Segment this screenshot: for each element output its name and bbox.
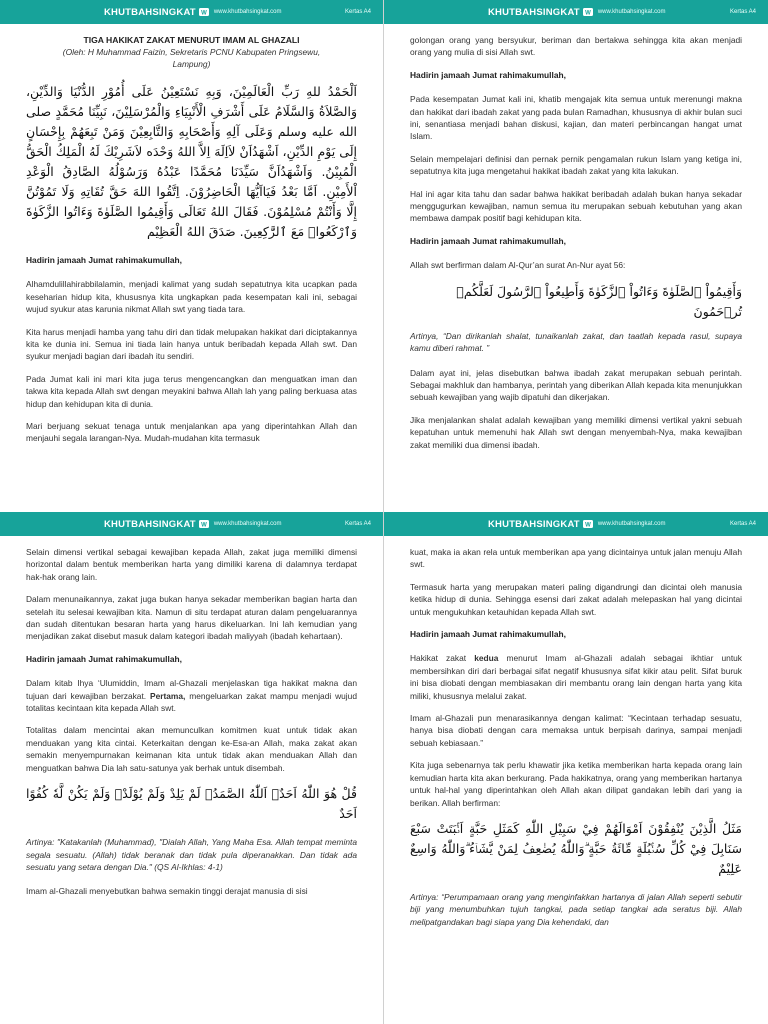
brand-mark-icon bbox=[198, 6, 210, 18]
page-header bbox=[0, 512, 383, 536]
paragraph: Termasuk harta yang merupakan materi paling digandrungi dan dicintai oleh manusia ketika hidup di dunia. Sehingga esensi dari zakat adalah melepaskan hal yang dicintai untuk mengukuhkan ketauhidan kepada Allah swt. bbox=[410, 581, 742, 617]
section-heading: Hadirin jamaah Jumat rahimakumullah, bbox=[26, 653, 182, 664]
quran-verse-arabic: قُلْ هُوَ اللّٰهُ اَحَدٌۚ اَللّٰهُ الصَّمَدُۚ لَمْ يَلِدْ وَلَمْ يُوْلَدْۙ وَلَمْ يَكُنْ لَّهٗ كُفُوًا اَحَدٌ bbox=[26, 786, 357, 822]
paragraph: Imam al-Ghazali menyebutkan bahwa semakin tinggi derajat manusia di sisi bbox=[26, 886, 308, 897]
paragraph: Selain dimensi vertikal sebagai kewajiban kepada Allah, zakat juga memiliki dimensi horizontal dalam bentuk memberikan harta yang dimiliki karena di dalamnya terdapat hak-hak orang lain. bbox=[26, 547, 357, 582]
brand-logo-text bbox=[488, 6, 594, 18]
page-3 bbox=[0, 512, 384, 1024]
emphasis-first: Pertama, bbox=[149, 690, 186, 701]
quran-verse-arabic: مَثَلُ الَّذِيْنَ يُنْفِقُوْنَ اَمْوَالَهُمْ فِيْ سَبِيْلِ اللّٰهِ كَمَثَلِ حَبَّةٍ اَنْۢبَتَتْ سَبْعَ سَنَابِلَ فِيْ كُلِّ سُنْۢبُلَةٍ مِّائَةُ حَبَّةٍ ۗوَاللّٰهُ يُضٰعِفُ لِمَنْ يَّشَاۤءُ ۗوَاللّٰهُ وَاسِعٌ عَلِيْمٌ bbox=[410, 820, 742, 876]
byline-line-1: (Oleh: H Muhammad Faizin, Sekretaris PCNU Kabupaten Pringsewu, bbox=[62, 47, 321, 57]
byline-line-2: Lampung) bbox=[172, 59, 211, 69]
paragraph bbox=[410, 652, 742, 702]
verse-translation: Artinya, “Dan dirikanlah shalat, tunaikanlah zakat, dan taatlah kepada rasul, supaya kamu diberi rahmat. ” bbox=[410, 330, 742, 354]
svg-text:W: W bbox=[584, 522, 591, 529]
page-body bbox=[384, 24, 768, 451]
section-heading: Hadirin jamaah Jumat rahimakumullah, bbox=[410, 235, 566, 246]
paper-size-label: Kertas A4 bbox=[344, 9, 371, 15]
quran-verse-arabic: وَأَقِيمُواْ ٱلصَّلَوٰةَ وَءَاتُواْ ٱلزَّكَوٰةَ وَأَطِيعُواْ ٱلرَّسُولَ لَعَلَّكُمۡ تُرۡحَمُونَ bbox=[456, 283, 742, 319]
brand-mark-icon bbox=[198, 518, 210, 530]
page-2 bbox=[384, 0, 768, 512]
svg-text:W: W bbox=[200, 522, 207, 529]
brand-mark-icon bbox=[582, 6, 594, 18]
brand-name: KHUTBAHSINGKAT bbox=[104, 6, 196, 18]
page-1 bbox=[0, 0, 384, 512]
brand-logo-text bbox=[104, 518, 210, 530]
brand-name: KHUTBAHSINGKAT bbox=[488, 518, 580, 530]
paragraph: kuat, maka ia akan rela untuk memberikan apa yang dicintainya untuk jalan menuju Allah swt. bbox=[410, 547, 742, 570]
khutbah-title: TIGA HAKIKAT ZAKAT MENURUT IMAM AL GHAZALI bbox=[83, 35, 300, 45]
section-heading: Hadirin jamaah Jumat rahimakumullah, bbox=[26, 255, 182, 265]
brand-mark-icon bbox=[582, 518, 594, 530]
paragraph-text: mengeluarkan zakat mampu menjadi wujud totalitas kecintaan kita kepada Allah swt. bbox=[26, 690, 357, 714]
page-body bbox=[384, 536, 768, 928]
section-heading: Hadirin jamaah Jumat rahimakumullah, bbox=[410, 69, 566, 80]
paragraph: Jika menjalankan shalat adalah kewajiban yang memiliki dimensi vertikal yakni sebuah kepatuhan untuk memenuhi hak Allah swt dengan menyembah-Nya, maka kewajiban zakat memiliki dua dimensi ibadah. bbox=[410, 414, 742, 450]
paragraph: Hal ini agar kita tahu dan sadar bahwa hakikat beribadah adalah bukan hanya sekadar menggugurkan kewajiban, namun semua itu merupakan sebuah kebutuhan yang akan membawa dampak positif bagi kehidupan kita. bbox=[410, 188, 742, 224]
author-byline bbox=[26, 46, 357, 70]
svg-text:W: W bbox=[584, 10, 591, 17]
paragraph: Dalam ayat ini, jelas disebutkan bahwa ibadah zakat merupakan sebuah perintah. Sebagai makhluk dan hambanya, perintah yang diberikan Allah kepada kita menunjukkan sebuah kewajiban yang wajib dipatuhi dan dikerjakan. bbox=[410, 367, 742, 403]
brand-name: KHUTBAHSINGKAT bbox=[488, 6, 580, 18]
paragraph-text: menurut Imam al-Ghazali adalah sebagai ikhtiar untuk membersihkan diri dari berbagai sifat negatif khususnya sifat kikir atau pelit. Sifat buruk ini bisa diobati dengan membiasakan diri membantu orang lain dengan harta yang kita miliki, khususnya melalui zakat. bbox=[410, 653, 742, 701]
page-body bbox=[0, 536, 383, 898]
opening-arabic-text: اَلْحَمْدُ للهِ رَبِّ الْعَالَمِيْنَ، وَبِهِ نَسْتَعِيْنُ عَلَى أُمُوْرِ الدُّنْيَا وَالدِّيْنِ، وَالصَّلاَةُ وَالسَّلَامُ عَلَى أَشْرَفِ الْأَنْبِيَاءِ وَالْمُرْسَلِيْنَ، نَبِيِّنَا مُحَمَّدٍ صلى الله عليه وسلم وَعَلَى آلِهِ وَأَصْحَابِهِ وَالتَّابِعِيْنَ وَمَنْ تَبِعَهُمْ بِإِحْسَانٍ إِلَى يَوْمِ الدِّيْنِ، اَشْهَدُاَنْ لاَاِلَهَ اِلاَّ اللهُ وَحْدَه لاَشَرِيْكَ لَهُ الْمَلِكُ الْحَقُّ الْمُبِيْنُ. وَاَشْهَدُاَنَّ سَيِّدَنَا مُحَمَّدًا عَبْدُهُ وَرَسُوْلُهُ الصَّادِقُ الْوَعْدِ اْلأَمِيْنِ. اَمَّا بَعْدُ فَيَااَيُّهَا الْحَاضِرُوْنَ. اِتَّقُوا اللهَ حَقَّ تُقَاتِهِ وَلَا تَمُوْتُنَّ إِلَّا وَأَنْتُمْ مُسْلِمُوْنَ. فَقَالَ اللهُ تَعَالَى وَأَقِيمُوا الصَّلَوٰةَ وَءَاتُوا الزَّكَوٰةَ وَٱرْكَعُوا۟ مَعَ ٱلرَّٰكِعِينَ. صَدَقَ اللهُ الْعَظِيْم bbox=[26, 84, 357, 239]
verse-translation: Artinya: "Katakanlah (Muhammad), "Dialah Allah, Yang Maha Esa. Allah tempat meminta segala sesuatu. (Allah) tidak beranak dan tidak pula diperanakkan. Dan tidak ada sesuatu yang setara dengan Dia." (QS Al-Ikhlas: 4-1) bbox=[26, 837, 357, 872]
paragraph-text: Dalam kitab Ihya ‘Ulumiddin, Imam al-Ghazali menjelaskan tiga hakikat makna dan tujuan dari kewajiban berzakat. bbox=[26, 678, 357, 701]
paragraph: Mari berjuang sekuat tenaga untuk menjalankan apa yang diperintahkan Allah dan menjauhi segala larangan-Nya. Mudah-mudahan kita termasuk bbox=[26, 421, 357, 444]
site-url[interactable]: www.khutbahsingkat.com bbox=[213, 9, 282, 15]
page-header bbox=[384, 512, 768, 536]
svg-text:W: W bbox=[200, 10, 207, 17]
verse-translation: Artinya: “Perumpamaan orang yang menginfakkan hartanya di jalan Allah seperti sebutir biji yang menumbuhkan tujuh tangkai, pada setiap tangkai ada seratus biji. Allah melipatgandakan bagi siapa yang Dia kehendaki, dan bbox=[410, 891, 742, 927]
paragraph: Totalitas dalam mencintai akan memunculkan komitmen kuat untuk tidak akan menduakan yang kita cintai. Keterkaitan dengan ke-Esa-an Allah, maka zakat akan semakin menyempurnakan keimanan kita untuk tidak akan menduakan Allah dan menguatkan bahwa Dia lah satu-satunya yak berhak untuk disembah. bbox=[26, 725, 357, 773]
section-heading: Hadirin jamaah Jumat rahimakumullah, bbox=[410, 629, 566, 640]
emphasis-second: kedua bbox=[474, 653, 499, 664]
page-header bbox=[384, 0, 768, 24]
paragraph: Dalam menunaikannya, zakat juga bukan hanya sekadar memberikan bagian harta dan setelah itu selesai kewajiban kita. Namun di situ terdapat aturan dalam pengeluarannya dan sudah ditentukan besaran harta yang harus dikeluarkan. Ini lah kemudian yang menjadikan zakat disebut masuk dalam kategori ibadah maliyyah (ibadah kehartaan). bbox=[26, 594, 357, 642]
paragraph: Pada Jumat kali ini mari kita juga terus mengencangkan dan menguatkan iman dan takwa kita kepada Allah swt dengan meyakini bahwa Allah lah yang paling berkuasa atas hidup dan kehidupan kita di dunia. bbox=[26, 373, 357, 409]
brand-logo-text bbox=[488, 518, 594, 530]
paper-size-label: Kertas A4 bbox=[344, 521, 371, 527]
site-url[interactable]: www.khutbahsingkat.com bbox=[597, 521, 666, 527]
brand-logo-text bbox=[104, 6, 210, 18]
paragraph bbox=[26, 677, 357, 714]
paragraph: Imam al-Ghazali pun menarasikannya dengan kalimat: “Kecintaan terhadap sesuatu, hanya bisa diobati dengan cara memaksa untuk berpisah darinya, sampai menjadi sebuah kebiasaan.” bbox=[410, 713, 742, 748]
brand-name: KHUTBAHSINGKAT bbox=[104, 518, 196, 530]
paragraph: Kita juga sebenarnya tak perlu khawatir jika ketika memberikan harta kepada orang lain kemudian harta kita akan berkurang. Pada hakikatnya, orang yang memberikan hartanya untuk hal-hal yang diperintahkan oleh Allah akan dilipat gandakan lebih dari yang ia berikan. Allah berfirman: bbox=[410, 760, 742, 808]
paragraph: Kita harus menjadi hamba yang tahu diri dan tidak melupakan hakikat dari diciptakannya kita ke dunia ini. Semua ini tiada lain hanya untuk beribadah kepada Allah swt. Dan syukur menjadi bagian dari ibadah itu sendiri. bbox=[26, 326, 357, 362]
site-url[interactable]: www.khutbahsingkat.com bbox=[597, 9, 666, 15]
page-header bbox=[0, 0, 383, 24]
paragraph: Allah swt berfirman dalam Al-Qur’an surat An-Nur ayat 56: bbox=[410, 260, 626, 271]
page-body bbox=[0, 24, 383, 445]
paragraph: Selain mempelajari definisi dan pernak pernik pengamalan rukun Islam yang ketiga ini, sepatutnya kita juga mengetahui hakikat ibadah zakat yang kita lakukan. bbox=[410, 153, 742, 177]
paragraph: Alhamdulillahirabbilalamin, menjadi kalimat yang sudah sepatutnya kita ucapkan pada keseharian hidup kita, khususnya kita ungkapkan pada kesempatan kali ini, sebagai wujud syukur atas karunia nikmat Allah swt yang tiada tara. bbox=[26, 279, 357, 315]
paragraph-text: Hakikat zakat bbox=[410, 653, 475, 664]
page-4 bbox=[384, 512, 768, 1024]
site-url[interactable]: www.khutbahsingkat.com bbox=[213, 521, 282, 527]
paper-size-label: Kertas A4 bbox=[729, 521, 756, 527]
paragraph: Pada kesempatan Jumat kali ini, khatib mengajak kita semua untuk merenungi makna dan hakikat dari ibadah zakat yang pada bulan Ramadhan, khususnya di akhir bulan suci ini, senantiasa menjadi bahan diskusi, kajian, dan materi perbincangan hangat umat Islam. bbox=[410, 94, 742, 142]
paper-size-label: Kertas A4 bbox=[729, 9, 756, 15]
paragraph: golongan orang yang bersyukur, beriman dan bertakwa sehingga kita akan menjadi orang yang mulia di sisi Allah swt. bbox=[410, 35, 742, 58]
